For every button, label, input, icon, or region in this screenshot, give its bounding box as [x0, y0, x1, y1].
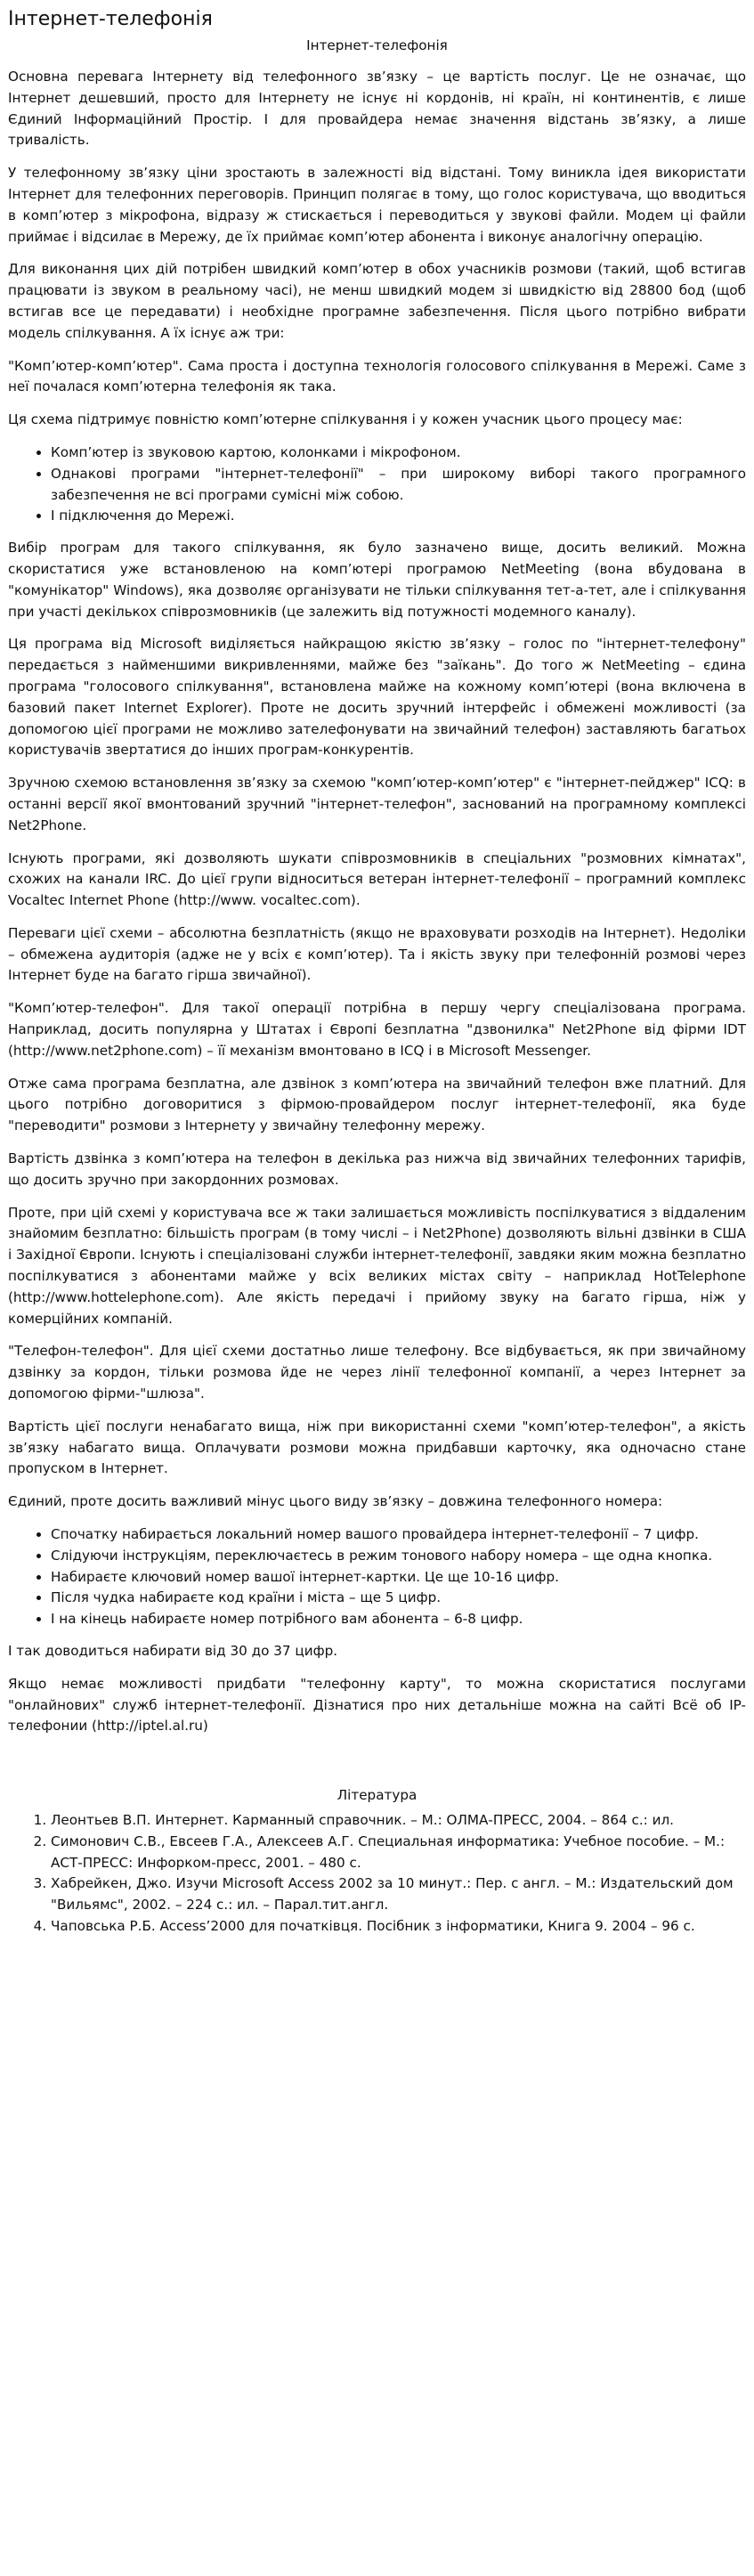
literature-heading: Література	[336, 1787, 418, 1804]
literature-item: 1. Леонтьев В.П. Интернет. Карманный справочник. – М.: ОЛМА-ПРЕСС, 2004. – 864 с.: ил.	[51, 1810, 746, 1832]
paragraph: Зручною схемою встановлення зв’язку за схемою "комп’ютер-комп’ютер" є "інтернет-пейджер" ICQ: в останні версії якої вмонтований зручний "інтернет-телефон", заснований на програмному комплексі Net2Phone.	[8, 775, 746, 833]
list-item: • Після чудка набираєте код країни і міста – ще 5 цифр.	[51, 1588, 746, 1609]
requirements-list	[8, 443, 746, 527]
paragraph: Ця схема підтримує повністю комп’ютерне спілкування і у кожен учасник цього процесу має:	[8, 411, 683, 428]
paragraph: У телефонному зв’язку ціни зростають в залежності від відстані. Тому виникла ідея використати Інтернет для телефонних переговорів. Принцип полягає в тому, що голос користувача, що вводиться в комп’ютер з мікрофона, відразу ж стискається і переводиться у звукові файли. Модем ці файли приймає і відсилає в Мережу, де їх приймає комп’ютер абонента і виконує аналогічну операцію.	[8, 165, 746, 245]
literature-list	[8, 1810, 746, 1938]
paragraph: Основна перевага Інтернету від телефонного зв’язку – це вартість послуг. Це не означає, що Інтернет дешевший, просто для Інтернету не існує ні кордонів, ні країн, ні континентів, є лише Єдиний Інформаційний Простір. І для провайдера немає значення відстань зв’язку, а лише тривалість.	[8, 69, 746, 149]
paragraph: Існують програми, які дозволяють шукати співрозмовників в спеціальних "розмовних кімнатах", схожих на канали IRC. До цієї групи відноситься ветеран інтернет-телефонії – програмний комплекс Vocaltec Internet Phone (http://www. vocaltec.com).	[8, 849, 746, 909]
paragraph: Вартість цієї послуги ненабагато вища, ніж при використанні схеми "комп’ютер-телефон", а якість зв’язку набагато вища. Оплачувати розмови можна придбавши карточку, яка одночасно стане пропуском в Інтернет.	[8, 1418, 746, 1477]
dialing-steps-list	[8, 1524, 746, 1630]
paragraph: Єдиний, проте досить важливий мінус цього виду зв’язку – довжина телефонного номера:	[8, 1493, 663, 1510]
list-item: • І підключення до Мережі.	[51, 506, 746, 527]
paragraph: Отже сама програма безплатна, але дзвінок з комп’ютера на звичайний телефон вже платний. Для цього потрібно договоритися з фірмою-провайдером послуг інтернет-телефонії, яка буде "переводити" розмови з Інтернету у звичайну телефонну мережу.	[8, 1075, 746, 1134]
article-heading: Інтернет-телефонія	[306, 37, 448, 53]
paragraph: "Комп’ютер-комп’ютер". Сама проста і доступна технологія голосового спілкування в Мережі. Саме з неї почалася комп’ютерна телефонія як така.	[8, 357, 746, 395]
paragraph: Якщо немає можливості придбати "телефонну карту", то можна скористатися послугами "онлайнових" служб інтернет-телефонії. Дізнатися про них детальніше можна на сайті Всё об IP-телефонии (http://iptel.al.ru)	[8, 1675, 746, 1735]
paragraph: Вартість дзвінка з комп’ютера на телефон в декілька раз нижча від звичайних телефонних тарифів, що досить зручно при закордонних розмовах.	[8, 1150, 746, 1188]
list-item: • Слідуючи інструкціям, переключаєтесь в режим тонового набору номера – ще одна кнопка.	[51, 1546, 746, 1567]
list-item: • Спочатку набирається локальний номер вашого провайдера інтернет-телефонії – 7 цифр.	[51, 1524, 746, 1546]
paragraph: І так доводиться набирати від 30 до 37 цифр.	[8, 1643, 338, 1659]
paragraph: "Телефон-телефон". Для цієї схеми достатньо лише телефону. Все відбувається, як при звичайному дзвінку за кордон, тільки розмова йде не через лінії телефонної компанії, а через Інтернет за допомогою фірми-"шлюза".	[8, 1343, 746, 1402]
literature-item: 3. Хабрейкен, Джо. Изучи Microsoft Access 2002 за 10 минут.: Пер. с англ. – М.: Издательский дом "Вильямс", 2002. – 224 с.: ил. – Парал.тит.англ.	[51, 1873, 746, 1916]
paragraph: Проте, при цій схемі у користувача все ж таки залишається можливість поспілкуватися з віддаленим знайомим безплатно: більшість програм (в тому числі – і Net2Phone) дозволяють вільні дзвінки в США і Західної Європи. Існують і спеціалізовані служби інтернет-телефонії, завдяки яким можна безплатно поспілкуватися з абонентами майже у всіх великих містах світу – наприклад HotTelephone (http://www.hottelephone.com). Але якість передачі і прийому звуку на багато гірша, ніж у комерційних компаній.	[8, 1204, 746, 1327]
literature-item: 2. Симонович С.В., Евсеев Г.А., Алексеев А.Г. Специальная информатика: Учебное пособие. – М.: АСТ-ПРЕСС: Инфорком-пресс, 2001. – 480 с.	[51, 1832, 746, 1874]
list-item: • Комп’ютер із звуковою картою, колонками і мікрофоном.	[51, 443, 746, 464]
list-item: • Однакові програми "інтернет-телефонії" – при широкому виборі такого програмного забезпечення не всі програми сумісні між собою.	[51, 464, 746, 507]
paragraph: "Комп’ютер-телефон". Для такої операції потрібна в першу чергу спеціалізована програма. Наприклад, досить популярна у Штатах і Європі безплатна "дзвонилка" Net2Phone від фірми IDT (http://www.net2phone.com) – її механізм вмонтовано в ICQ і в Microsoft Messenger.	[8, 1000, 746, 1059]
literature-item: 4. Чаповська Р.Б. Access’2000 для початківця. Посібник з інформатики, Книга 9. 2004 – 96 с.	[51, 1916, 746, 1938]
page-title: Інтернет-телефонія	[8, 8, 213, 30]
article	[0, 7, 754, 1938]
paragraph: Вибір програм для такого спілкування, як було зазначено вище, досить великий. Можна скористатися уже встановленою на комп’ютері програмою NetMeeting (вона вбудована в "комунікатор" Windows), яка дозволяє організувати не тільки спілкування тет-а-тет, але і спілкування при участі декількох співрозмовників (це залежить від потужності модемного каналу).	[8, 540, 746, 620]
list-item: • Набираєте ключовий номер вашої інтернет-картки. Це ще 10-16 цифр.	[51, 1567, 746, 1589]
paragraph: Ця програма від Microsoft виділяється найкращою якістю зв’язку – голос по "інтернет-телефону" передається з найменшими викривленнями, майже без "заїкань". До того ж NetMeeting – єдина програма "голосового спілкування", встановлена майже на кожному комп’ютері (вона включена в базовий пакет Internet Explorer). Проте не досить зручний інтерфейс і обмежені можливості (за допомогою цієї програми не можливо зателефонувати на звичайний телефон) заставляють багатьох користувачів звертатися до інших програм-конкурентів.	[8, 636, 746, 759]
paragraph: Переваги цієї схеми – абсолютна безплатність (якщо не враховувати розходів на Інтернет). Недоліки – обмежена аудиторія (адже не у всіх є комп’ютер). Та і якість звуку при телефонній розмові через Інтернет буде на багато гірша звичайної).	[8, 924, 746, 984]
list-item: • І на кінець набираєте номер потрібного вам абонента – 6-8 цифр.	[51, 1609, 746, 1630]
paragraph: Для виконання цих дій потрібен швидкий комп’ютер в обох учасників розмови (такий, щоб встигав працювати із звуком в реальному часі), не менш швидкий модем зі швидкістю від 28800 бод (щоб встигав все це передавати) і необхідне програмне забезпечення. Після цього потрібно вибрати модель спілкування. А їх існує аж три:	[8, 261, 746, 341]
